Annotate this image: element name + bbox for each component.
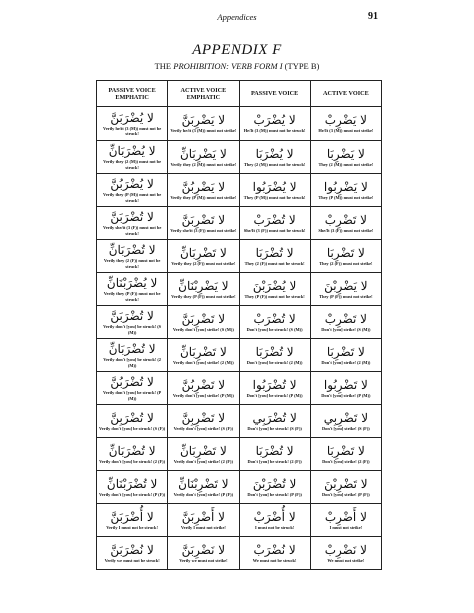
english-translation: She/It (3 (F)) must not be struck! [243,227,306,233]
arabic-form: لا يُضْرَبَانِّ [108,144,156,159]
english-translation: We must not be struck! [252,557,297,563]
arabic-form: لا تَضْرِبُوا [323,377,368,392]
table-cell [239,405,310,438]
arabic-form: لا تُضْرَبْ [253,311,296,326]
arabic-form: لا تَضْرِبَانِّ [179,344,227,359]
arabic-form: لا تَضْرِبَا [326,245,365,260]
arabic-form: لا يُضْرَبُوا [252,179,297,194]
english-translation: Verily don't [you] be struck! (2 (M)) [103,357,162,368]
table-row [97,504,382,537]
table-cell [310,438,381,471]
english-translation: Verily don't [you] strike! (P (F)) [173,491,234,497]
english-translation: Don't [you] strike! (S (F)) [321,425,370,431]
arabic-form: لا تُضْرَبَنَّ [110,210,154,225]
table-cell [97,207,168,240]
english-translation: Verily don't [you] strike! (S (F)) [173,425,234,431]
english-translation: I must not be struck! [254,524,295,530]
header-passive-emphatic: PASSIVE VOICE EMPHATIC [97,81,168,107]
table-cell [168,107,239,141]
arabic-form: لا يُضْرَبَا [255,146,294,161]
arabic-form: لا تُضْرَبَانِّ [108,443,156,458]
table-cell [168,471,239,504]
english-translation: Don't [you] be struck! (2 (M)) [246,359,303,365]
arabic-form: لا نَضْرِبَنَّ [181,542,226,557]
table-cell [168,339,239,372]
arabic-form: لا نَضْرِبْ [324,542,368,557]
english-translation: Verily she/it (3 (F)) must not strike! [170,227,237,233]
table-row [97,372,382,405]
arabic-form: لا تَضْرِبْنَ [324,476,368,491]
table-cell [239,504,310,537]
table-cell [97,339,168,372]
english-translation: Verily they (2 (F)) must not be struck! [103,258,161,269]
table-cell [310,207,381,240]
table-cell [97,405,168,438]
english-translation: Verily I must not be struck! [106,524,158,530]
arabic-form: لا تَضْرِبِي [323,410,369,425]
table-row [97,306,382,339]
table-cell [239,107,310,141]
arabic-form: لا يُضْرَبُنَّ [110,177,154,192]
table-cell [168,372,239,405]
table-cell [310,306,381,339]
table-cell [168,174,239,207]
english-translation: Don't [you] be struck! (S (M)) [246,326,303,332]
table-row [97,471,382,504]
arabic-form: لا أُضْرَبْ [253,509,296,524]
arabic-form: لا يَضْرِبُنَّ [181,179,226,194]
table-cell [168,438,239,471]
english-translation: Verily I must not strike! [180,524,226,530]
table-cell [97,504,168,537]
table-cell [239,537,310,570]
table-cell [310,339,381,372]
english-translation: Don't [you] strike! (S (M)) [321,326,371,332]
arabic-form: لا تُضْرَبَا [255,245,294,260]
arabic-form: لا يَضْرِبْنَانِّ [178,278,229,293]
running-title: Appendices [217,12,257,22]
table-cell [239,438,310,471]
arabic-form: لا تُضْرَبَنَّ [110,309,154,324]
table-row [97,107,382,141]
table-cell [168,207,239,240]
table-row [97,174,382,207]
arabic-form: لا تَضْرِبْنَانِّ [178,476,229,491]
english-translation: She/It (3 (F)) must not strike! [318,227,374,233]
arabic-form: لا تُضْرَبِنَّ [110,410,154,425]
arabic-form: لا تُضْرَبِي [252,410,297,425]
header-passive: PASSIVE VOICE [239,81,310,107]
english-translation: Verily don't [you] strike! (P (M)) [172,392,234,398]
english-translation: Verily don't [you] strike! (S (M)) [172,326,234,332]
table-cell [310,537,381,570]
table-cell [168,306,239,339]
arabic-form: لا يَضْرِبُوا [323,179,368,194]
english-translation: Verily don't [you] be struck! (S (M)) [103,324,162,335]
arabic-form: لا تَضْرِبَا [326,443,365,458]
table-row [97,240,382,273]
page-number: 91 [368,11,378,22]
arabic-form: لا أَضْرِبَنَّ [181,509,226,524]
table-cell [239,207,310,240]
arabic-form: لا يَضْرِبَنَّ [181,113,226,128]
arabic-form: لا أُضْرَبَنَّ [110,509,154,524]
table-cell [310,141,381,174]
table-cell [97,107,168,141]
english-translation: Verily they (2 (M)) must not be struck! [103,159,162,170]
arabic-form: لا تَضْرِبُنَّ [181,377,226,392]
english-translation: Verily don't [you] be struck! (P (M)) [102,390,162,401]
subtitle-suffix: (TYPE B) [282,61,320,71]
english-translation: They (2 (M)) must not strike! [318,161,374,167]
arabic-form: لا يَضْرِبْ [324,113,368,128]
table-cell [97,306,168,339]
english-translation: He/It (3 (M)) must not be struck! [243,128,306,134]
english-translation: They (2 (F)) must not be struck! [244,260,305,266]
arabic-form: لا نُضْرَبَنَّ [110,542,154,557]
arabic-form: لا يُضْرَبَنَّ [110,110,154,125]
table-cell [239,240,310,273]
english-translation: Don't [you] be struck! (P (F)) [247,491,302,497]
table-header-row [97,81,382,107]
table-cell [310,504,381,537]
arabic-form: لا تُضْرَبُوا [252,377,297,392]
english-translation: We must not strike! [327,557,365,563]
arabic-form: لا تُضْرَبَا [255,344,294,359]
english-translation: Verily they (P (F)) must not strike! [171,293,236,299]
table-cell [97,141,168,174]
appendix-title: APPENDIX F [192,42,282,58]
english-translation: Verily they (2 (F)) must not strike! [171,260,236,266]
table-row [97,207,382,240]
arabic-form: لا تَضْرِبْ [324,311,368,326]
english-translation: He/It (3 (M)) must not strike! [318,128,374,134]
table-cell [97,273,168,306]
table-row [97,339,382,372]
english-translation: Don't [you] be struck! (2 (F)) [247,458,302,464]
arabic-form: لا نُضْرَبْ [253,542,296,557]
english-translation: Don't [you] strike! (P (F)) [321,491,370,497]
table-cell [239,339,310,372]
arabic-form: لا يُضْرَبْ [253,113,296,128]
english-translation: Verily we must not be struck! [104,557,160,563]
english-translation: They (P (F)) must not be struck! [244,293,305,299]
arabic-form: لا يُضْرَبْنَانِّ [106,276,158,291]
english-translation: Don't [you] strike! (2 (M)) [321,359,371,365]
table-cell [97,174,168,207]
table-cell [310,240,381,273]
english-translation: They (P (F)) must not strike! [319,293,373,299]
header-active: ACTIVE VOICE [310,81,381,107]
english-translation: Verily they (P (F)) must not be struck! [103,291,161,302]
table-cell [239,273,310,306]
english-translation: Don't [you] be struck! (P (M)) [246,392,303,398]
arabic-form: لا أَضْرِبْ [324,509,367,524]
english-translation: They (2 (F)) must not strike! [319,260,373,266]
english-translation: Verily don't [you] strike! (2 (F)) [173,458,233,464]
english-translation: Verily he/it (3 (M)) must not be struck! [103,125,162,136]
conjugation-table [96,80,382,570]
english-translation: Verily don't [you] be struck! (S (F)) [99,425,166,431]
table-row [97,141,382,174]
header-active-emphatic: ACTIVE VOICE EMPHATIC [168,81,239,107]
table-cell [310,273,381,306]
arabic-form: لا تُضْرَبَانِّ [108,342,156,357]
table-row [97,405,382,438]
english-translation: They (P (M)) must not be struck! [243,194,306,200]
table-cell [97,438,168,471]
arabic-form: لا يَضْرِبَا [326,146,365,161]
arabic-form: لا تَضْرِبَنَّ [181,311,226,326]
table-cell [310,107,381,141]
english-translation: Verily we must not strike! [179,557,228,563]
english-translation: Verily don't [you] strike! (2 (M)) [173,359,234,365]
table-cell [310,405,381,438]
appendix-subtitle [0,61,474,71]
english-translation: Verily he/it (3 (M)) must not strike! [170,128,237,134]
table-cell [97,471,168,504]
english-translation: I must not strike! [329,524,363,530]
table-cell [310,372,381,405]
table-cell [310,471,381,504]
arabic-form: لا تُضْرَبْ [253,212,296,227]
table-cell [168,240,239,273]
english-translation: Verily she/it (3 (F)) must not be struck! [102,225,162,236]
table-row [97,537,382,570]
subtitle-italic: PROHIBITION: VERB FORM I [173,61,283,71]
english-translation: Don't [you] be struck! (S (F)) [247,425,302,431]
table-cell [239,471,310,504]
table-cell [168,504,239,537]
arabic-form: لا يَضْرِبَانِّ [179,146,227,161]
table-cell [310,174,381,207]
arabic-form: لا يُضْرَبْنَ [252,278,297,293]
arabic-form: لا تَضْرِبَنَّ [181,212,226,227]
arabic-form: لا تُضْرَبْنَانِّ [106,476,158,491]
english-translation: Verily they (P (M)) must not strike! [170,194,237,200]
english-translation: Verily don't [you] be struck! (2 (F)) [99,458,166,464]
arabic-form: لا تَضْرِبَانِّ [179,443,227,458]
table-cell [168,141,239,174]
table-cell [239,372,310,405]
table-cell [239,174,310,207]
arabic-form: لا تُضْرَبُنَّ [110,375,154,390]
arabic-form: لا تُضْرَبَا [255,443,294,458]
table-cell [239,306,310,339]
arabic-form: لا تُضْرَبْنَ [252,476,297,491]
english-translation: They (P (M)) must not strike! [318,194,374,200]
table-cell [168,405,239,438]
arabic-form: لا تَضْرِبَا [326,344,365,359]
english-translation: Verily don't [you] be struck! (P (F)) [99,491,166,497]
running-head [0,11,474,25]
table-cell [168,537,239,570]
table-row [97,273,382,306]
table-cell [168,273,239,306]
table-row [97,438,382,471]
table-cell [97,537,168,570]
arabic-form: لا تَضْرِبْ [324,212,368,227]
english-translation: Verily they (2 (M)) must not strike! [170,161,237,167]
arabic-form: لا يَضْرِبْنَ [324,278,368,293]
english-translation: They (2 (M)) must not be struck! [243,161,306,167]
table-cell [97,240,168,273]
english-translation: Verily they (P (M)) must not be struck! [103,192,162,203]
english-translation: Don't [you] strike! (2 (F)) [322,458,370,464]
arabic-form: لا تَضْرِبِنَّ [181,410,226,425]
english-translation: Don't [you] strike! (P (M)) [321,392,371,398]
table-cell [239,141,310,174]
table-cell [97,372,168,405]
arabic-form: لا تُضْرَبَانِّ [108,243,156,258]
subtitle-prefix: THE [154,61,174,71]
arabic-form: لا تَضْرِبَانِّ [179,245,227,260]
